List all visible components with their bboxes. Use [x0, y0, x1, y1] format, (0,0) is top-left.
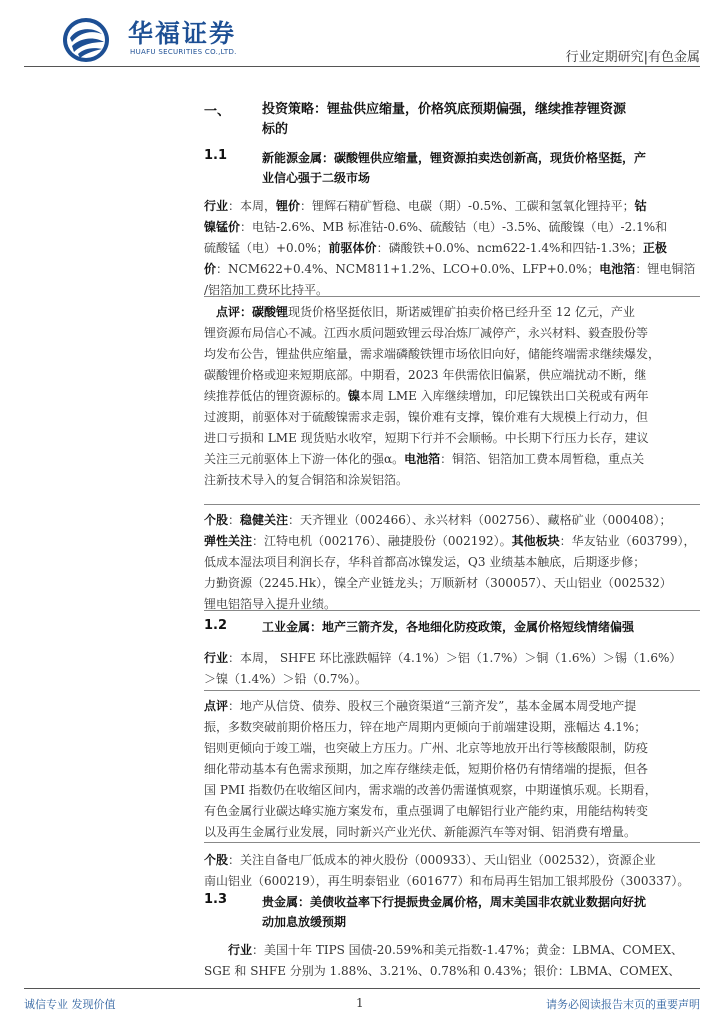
section-number: 一、 — [204, 104, 231, 119]
brand-english-name: HUAFU SECURITIES CO.,LTD. — [130, 48, 237, 56]
stocks-paragraph-1-2: 个股：关注自备电厂低成本的神火股份（000933）、天山铝业（002532），资源企业 南山铝业（600219），再生明泰铝业（601677）和布局再生铝加工银邦股份（300337）。 — [204, 853, 690, 888]
subsection-number-1-2: 1.2 — [204, 618, 228, 633]
footer-slogan: 诚信专业 发现价值 — [24, 998, 116, 1011]
brand-name: 华福证券 — [128, 19, 237, 48]
section-title: 投资策略：锂盐供应缩量，价格筑底预期偏强，继续推荐锂资源 标的 — [262, 102, 627, 137]
page-number: 1 — [356, 996, 364, 1010]
separator — [204, 296, 700, 297]
comment-paragraph-1-1: 点评：碳酸锂现货价格坚挺依旧，斯诺威锂矿拍卖价格已经升至 12 亿元，产业 锂资源布局信心不减。江西水质问题致锂云母冶炼厂减停产，永兴材料、毅查股份等 均发布公告，锂盐供应缩量，需求端磷酸铁锂市场依旧向好，储能终端需求继续爆发， 碳酸锂价格或迎来短期底部。中期看，2023 年供需依旧偏紧，供应端扰动不断，继 续推荐低估的锂资源标的。镍本周 LME 入库继续增加，印尼镍铁出口关税或有两年 过渡期，前驱体对于硫酸镍需求走弱，镍价难有支撑，镍价难有大规模上行动力，但 进口亏损和 LME 现货贴水收窄，短期下行并不会顺畅。中长期下行压力长存，建议 关注三元前驱体上下游一体化的强α。电池箔：铜箔、铝箔加工费本周暂稳，重点关 注新技术导入的复合铜箔和涂炭铝箔。 — [204, 305, 661, 487]
separator — [204, 504, 700, 505]
subsection-number-1-1: 1.1 — [204, 148, 228, 163]
stocks-paragraph-1-1: 个股：稳健关注：天齐锂业（002466）、永兴材料（002756）、藏格矿业（000408）； 弹性关注：江特电机（002176）、融捷股份（002192）。其他板块：华友钴业（603799）， 低成本湿法项目利润长存，华科首都高冰镍发运，Q3 业绩基本触底，后期逐步修； 力勤资源（2245.Hk），镍全产业链龙头；万顺新材（300057）、天山铝业（002532） 锂电铝箔导入提升业绩。 — [204, 513, 696, 611]
page-header — [0, 0, 724, 66]
separator — [204, 690, 700, 691]
footer-rule — [24, 988, 700, 989]
subsection-number-1-3: 1.3 — [204, 892, 228, 907]
separator — [204, 610, 700, 611]
industry-paragraph-1-2: 行业：本周， SHFE 环比涨跌幅锌（4.1%）＞铝（1.7%）＞铜（1.6%）＞锡（1.6%） ＞镍（1.4%）＞铅（0.7%）。 — [204, 651, 682, 686]
industry-paragraph-1-1: 行业：本周，锂价：锂辉石精矿暂稳、电碳（期）-0.5%、工碳和氢氧化锂持平；钴 镍锰价：电钴-2.6%、MB 标准钴-0.6%、硫酸钴（电）-3.5%、硫酸镍（电）-2.1%和 硫酸锰（电）+0.0%；前驱体价：磷酸铁+0.0%、ncm622-1.4%和四钴-1.3%；正极 价：NCM622+0.4%、NCM811+1.2%、LCO+0.0%、LFP+0.0%；电池箔：锂电铜箔 /铝箔加工费环比持平。 — [204, 199, 696, 297]
header-rule — [24, 66, 700, 67]
comment-paragraph-1-2: 点评：地产从信贷、债券、股权三个融资渠道“三箭齐发”，基本金属本周受地产提 振，多数突破前期价格压力，锌在地产周期内更倾向于前端建设期，涨幅达 4.1%； 铝则更倾向于竣工端，也突破上方压力。广州、北京等地放开出行等核酸限制，防疫 细化带动基本有色需求预期，加之库存继续走低，短期价格仍有情绪端的提振，但各 国 PMI 指数仍在收缩区间内，需求端的改善仍需谨慎观察，中期谨慎乐观。长期看， 有色金属行业碳达峰实施方案发布，重点强调了电解铝行业产能约束，用能结构转变 以及再生金属行业发展，同时新兴产业光伏、新能源汽车等对铜、铝消费有增量。 — [204, 699, 657, 839]
separator — [204, 842, 700, 843]
subsection-title-1-3: 贵金属：美债收益率下行提振贵金属价格，周末美国非农就业数据向好扰 动加息放缓预期 — [262, 895, 647, 929]
industry-paragraph-1-3: 行业：美国十年 TIPS 国债-20.59%和美元指数-1.47%；黄金：LBMA、COMEX、 SGE 和 SHFE 分别为 1.88%、3.21%、0.78%和 0.43%；银价：LBMA、COMEX、 — [204, 943, 684, 978]
subsection-title-1-1: 新能源金属：碳酸锂供应缩量，锂资源拍卖迭创新高，现货价格坚挺，产 业信心强于二级市场 — [262, 151, 647, 185]
footer-disclaimer: 请务必阅读报告末页的重要声明 — [546, 998, 700, 1011]
report-type: 行业定期研究|有色金属 — [565, 50, 700, 65]
huafu-logo-icon — [62, 16, 110, 64]
subsection-title-1-2: 工业金属：地产三箭齐发，各地细化防疫政策，金属价格短线情绪偏强 — [262, 620, 635, 634]
